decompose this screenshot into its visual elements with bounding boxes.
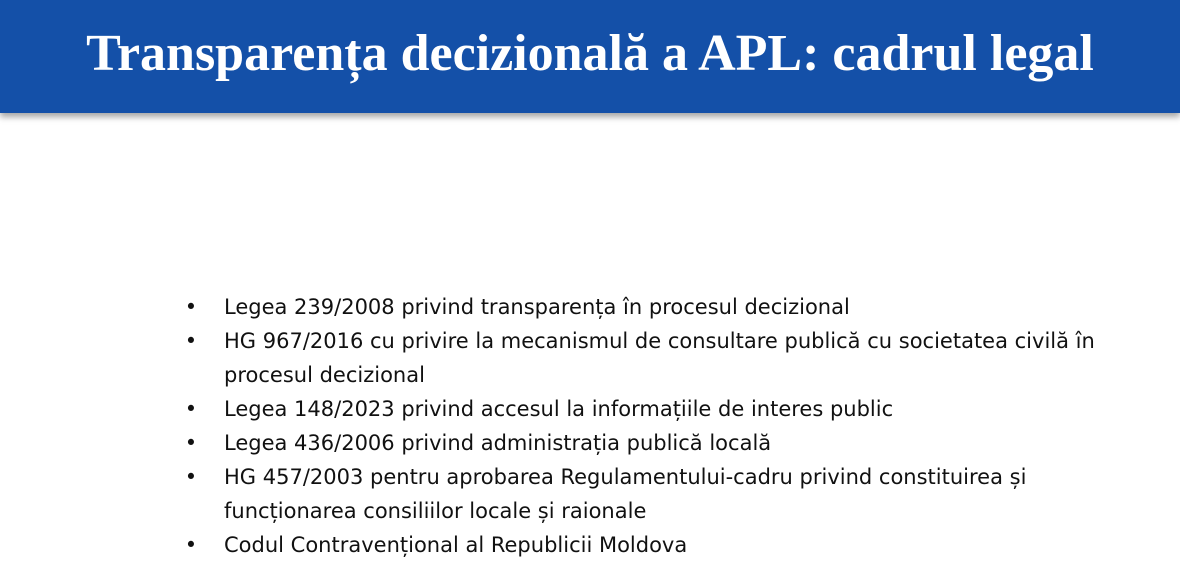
bullet-icon: • [184, 397, 198, 421]
bullet-icon: • [184, 465, 198, 489]
list-item [182, 528, 1122, 562]
list-item-text: HG 967/2016 cu privire la mecanismul de consultare publică cu societatea civilă în procesul decizional [224, 329, 1095, 387]
bullet-icon: • [184, 295, 198, 319]
list-item [182, 426, 1122, 460]
legal-framework-list [182, 290, 1122, 562]
title-bar [0, 0, 1180, 113]
list-item-text: Legea 239/2008 privind transparența în procesul decizional [224, 295, 850, 319]
list-item [182, 324, 1122, 392]
list-item [182, 290, 1122, 324]
bullet-icon: • [184, 329, 198, 353]
bullet-icon: • [184, 533, 198, 557]
bullet-icon: • [184, 431, 198, 455]
list-item-text: HG 457/2003 pentru aprobarea Regulamentului-cadru privind constituirea și funcționarea consiliilor locale și raionale [224, 465, 1027, 523]
list-item-text: Legea 436/2006 privind administrația publică locală [224, 431, 772, 455]
list-item [182, 392, 1122, 426]
list-item-text: Legea 148/2023 privind accesul la informațiile de interes public [224, 397, 894, 421]
list-item-text: Codul Contravențional al Republicii Moldova [224, 533, 688, 557]
list-item [182, 460, 1122, 528]
slide-title: Transparența decizională a APL: cadrul legal [86, 25, 1094, 82]
